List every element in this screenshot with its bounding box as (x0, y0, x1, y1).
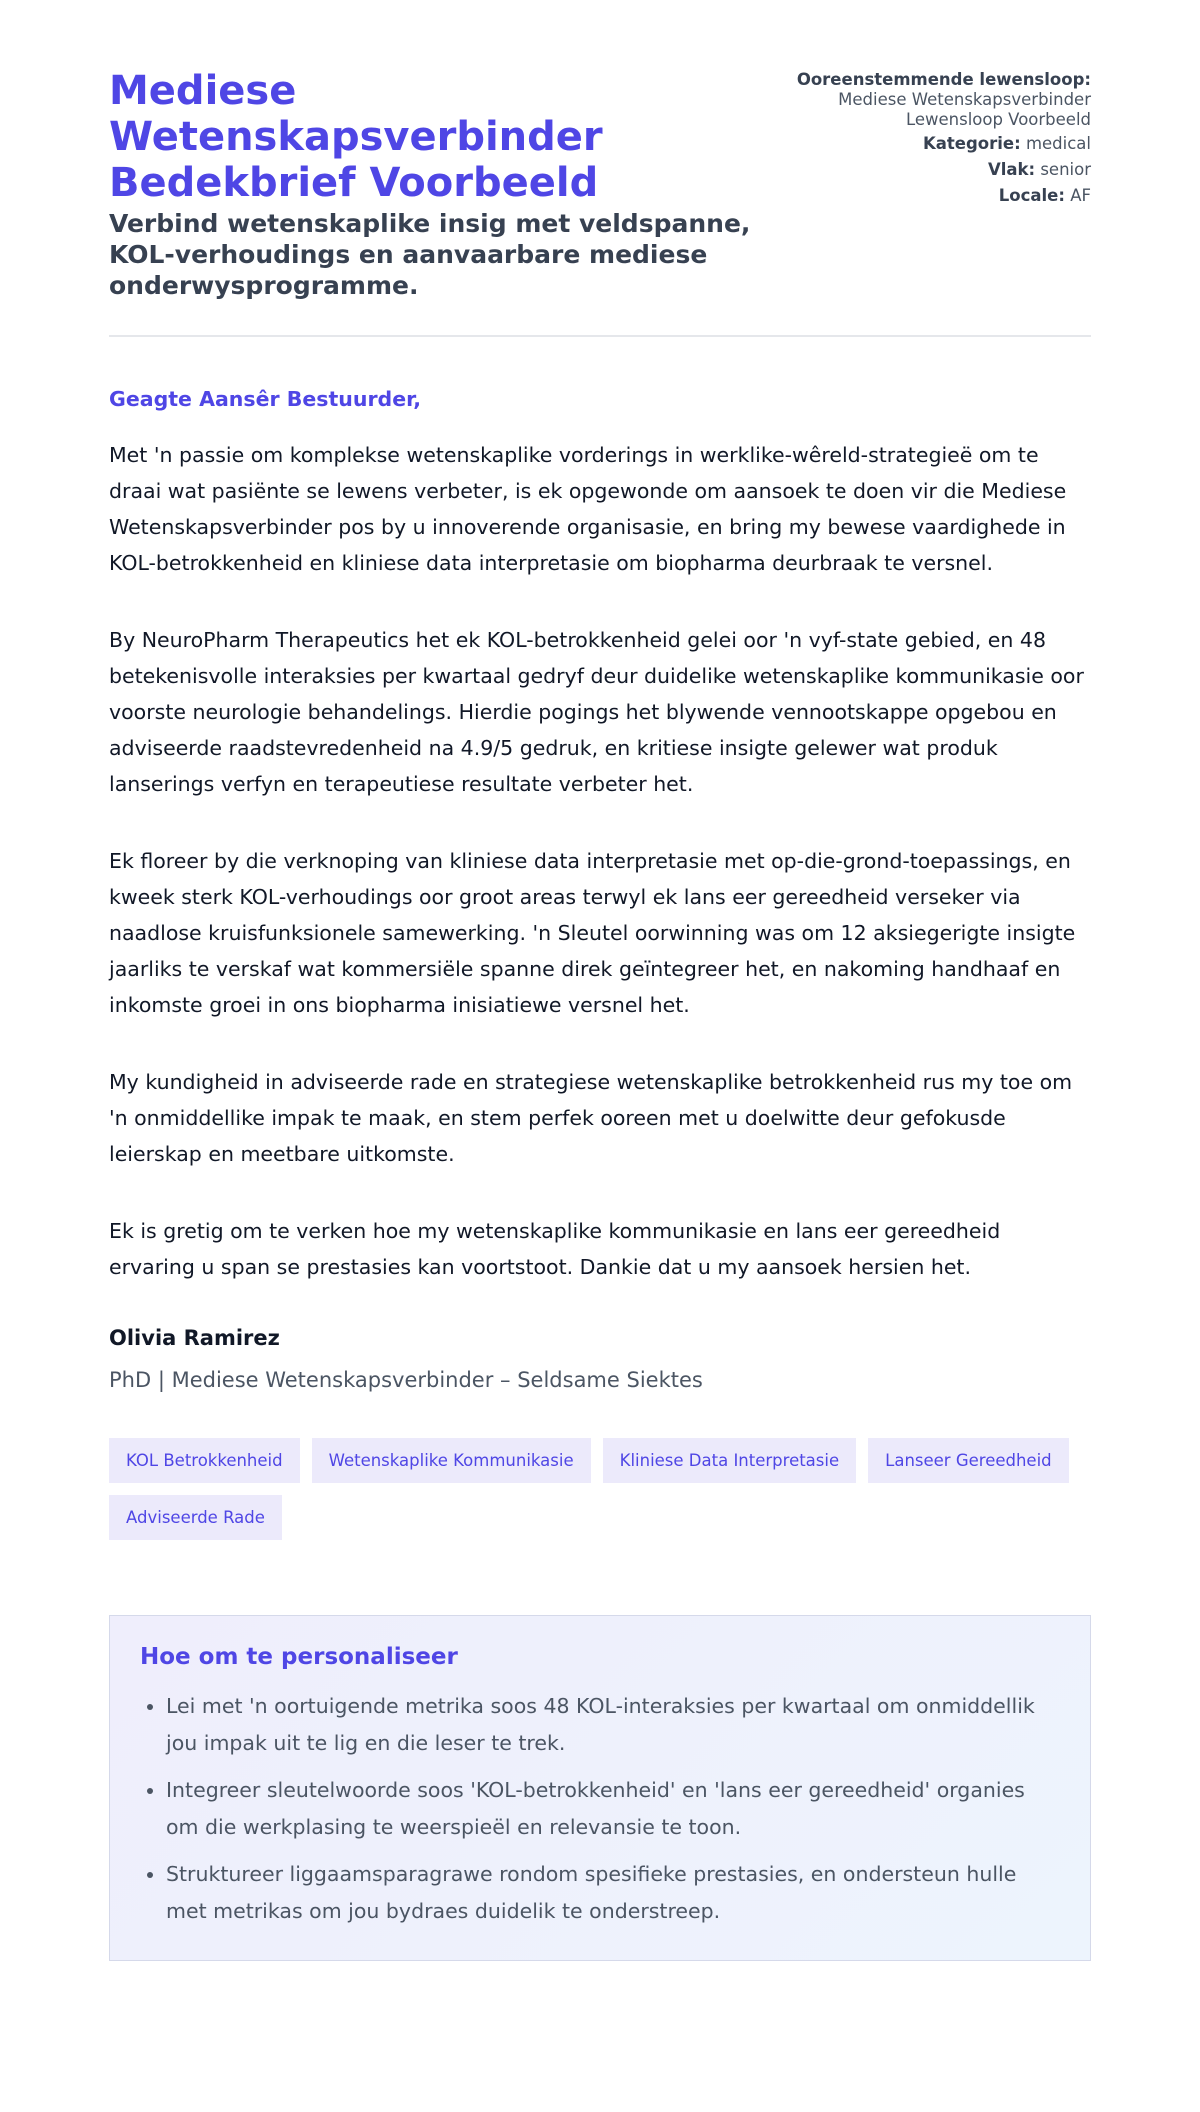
tip-item: • Struktureer liggaamsparagrawe rondom spesifieke prestasies, en ondersteun hulle met metrikas om jou bydraes duidelik te onderstreep. (166, 1856, 1060, 1930)
meta-matching-resume-value[interactable]: Mediese Wetenskapsverbinder Lewensloop Voorbeeld (838, 90, 1091, 129)
meta-level-label: Vlak: (987, 160, 1036, 179)
meta-matching-resume (797, 70, 1091, 130)
meta-category-label: Kategorie: (922, 134, 1021, 153)
skill-tag[interactable]: Adviseerde Rade (109, 1495, 282, 1540)
meta-level-value: senior (1040, 160, 1091, 179)
meta-matching-resume-label: Ooreenstemmende lewensloop: (796, 70, 1091, 89)
letter-paragraph: Ek floreer by die verknoping van kliniese data interpretasie met op-die-grond-toepassings, en kweek sterk KOL-verhoudings oor groot areas terwyl ek lans eer gereedheid verseker via naadlose kruisfunksionele samewerking. 'n Sleutel oorwinning was om 12 aksiegerigte insigte jaarliks te verskaf wat kommersiële spanne direk geïntegreer het, en nakoming handhaaf en inkomste groei in ons biopharma inisiatiewe versnel het. (109, 849, 1076, 1017)
tip-item: • Lei met 'n oortuigende metrika soos 48 KOL-interaksies per kwartaal om onmiddellik jou impak uit te lig en die leser te trek. (166, 1688, 1060, 1762)
letter-paragraph: By NeuroPharm Therapeutics het ek KOL-betrokkenheid gelei oor 'n vyf-state gebied, en 48 betekenisvolle interaksies per kwartaal gedryf deur duidelike wetenskaplike kommunikasie oor voorste neurologie behandelings. Hierdie pogings het blywende vennootskappe opgebou en adviseerde raadstevredenheid na 4.9/5 gedruk, en kritiese insigte gelewer wat produk lanserings verfyn en terapeutiese resultate verbeter het. (109, 628, 1084, 796)
signature-title: PhD | Mediese Wetenskapsverbinder – Seldsame Siektes (109, 1368, 703, 1392)
skill-tags (109, 1438, 1109, 1540)
meta-locale-value: AF (1070, 186, 1091, 205)
personalization-tips (109, 1615, 1091, 1961)
letter-paragraph: Ek is gretig om te verken hoe my wetenskaplike kommunikasie en lans eer gereedheid ervaring u span se prestasies kan voortstoot. Dankie dat u my aansoek hersien het. (109, 1219, 1001, 1279)
letter-paragraph: Met 'n passie om komplekse wetenskaplike vorderings in werklike-wêreld-strategieë om te draai wat pasiënte se lewens verbeter, is ek opgewonde om aansoek te doen vir die Mediese Wetenskapsverbinder pos by u innoverende organisasie, en bring my bewese vaardighede in KOL-betrokkenheid en kliniese data interpretasie om biopharma deurbraak te versnel. (109, 443, 1067, 575)
skill-tag[interactable]: Kliniese Data Interpretasie (603, 1438, 857, 1483)
salutation: Geagte Aansêr Bestuurder, (109, 387, 422, 411)
meta-info (797, 68, 1091, 212)
meta-level (797, 160, 1091, 180)
page-title: Mediese Wetenskapsverbinder Bedekbrief Voorbeeld (109, 68, 603, 206)
meta-category (797, 134, 1091, 154)
letter-body (109, 387, 1091, 1392)
meta-locale (797, 186, 1091, 206)
tips-title: Hoe om te personaliseer (140, 1644, 458, 1670)
meta-category-value: medical (1025, 134, 1091, 153)
letter-paragraph: My kundigheid in adviseerde rade en strategiese wetenskaplike betrokkenheid rus my toe om 'n onmiddellike impak te maak, en stem perfek ooreen met u doelwitte deur gefokusde leierskap en meetbare uitkomste. (109, 1070, 1073, 1166)
page-subtitle: Verbind wetenskaplike insig met veldspanne, KOL-verhoudings en aanvaarbare mediese onderwysprogramme. (109, 209, 751, 300)
skill-tag[interactable]: KOL Betrokkenheid (109, 1438, 300, 1483)
page-header (109, 68, 1091, 337)
tips-list (140, 1688, 1060, 1930)
skill-tag[interactable]: Wetenskaplike Kommunikasie (312, 1438, 591, 1483)
title-block (109, 68, 789, 301)
signature-name: Olivia Ramirez (109, 1326, 280, 1350)
meta-locale-label: Locale: (998, 186, 1065, 205)
tip-item: • Integreer sleutelwoorde soos 'KOL-betrokkenheid' en 'lans eer gereedheid' organies om die werkplasing te weerspieël en relevansie te toon. (166, 1772, 1060, 1846)
skill-tag[interactable]: Lanseer Gereedheid (868, 1438, 1069, 1483)
